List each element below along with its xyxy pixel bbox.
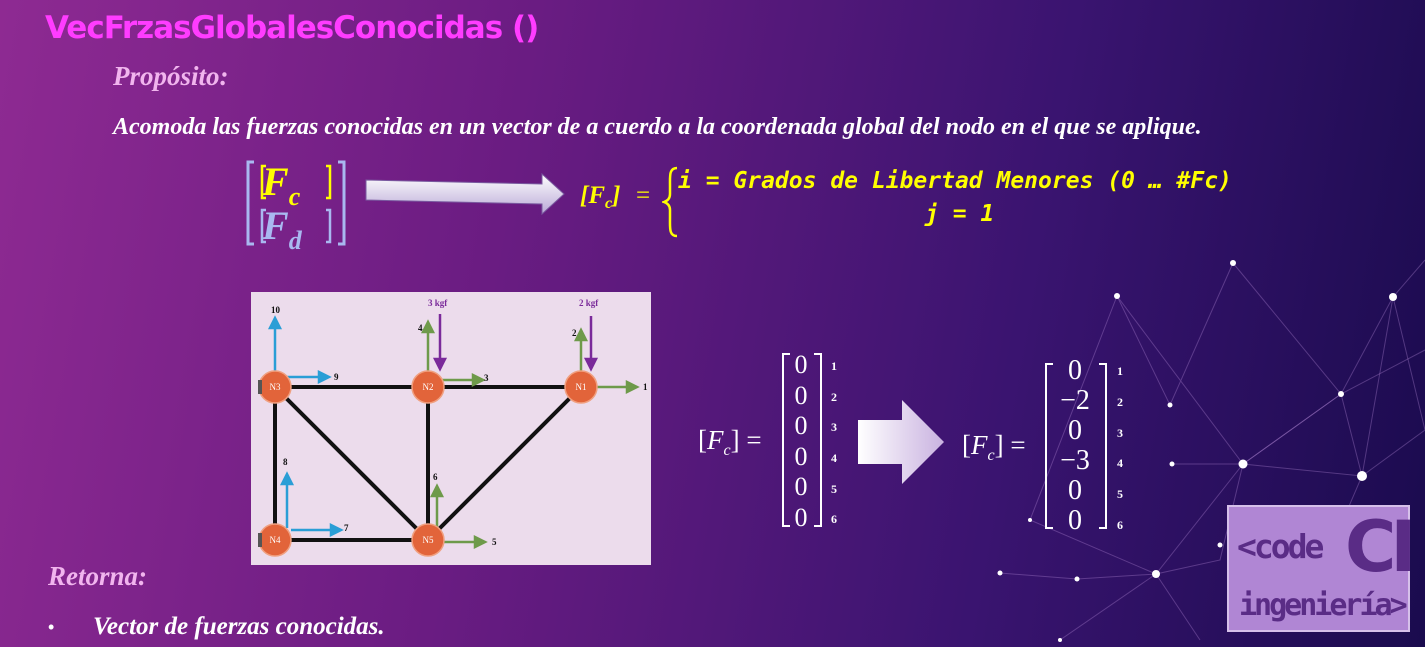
dof-label-3: 3 bbox=[484, 373, 489, 383]
vector-after-index: 1 bbox=[1117, 364, 1123, 378]
vector-after-value: 0 bbox=[1068, 505, 1082, 536]
vector-before-index: 6 bbox=[831, 512, 837, 526]
dof-label-4: 4 bbox=[418, 323, 423, 333]
dof-label-8: 8 bbox=[283, 457, 288, 467]
returns-label: Retorna: bbox=[48, 561, 148, 591]
supports bbox=[258, 380, 262, 547]
vector-before-value: 0 bbox=[794, 442, 808, 471]
vector-after-index: 6 bbox=[1117, 518, 1123, 532]
dof-label-5: 5 bbox=[492, 537, 497, 547]
vector-before-index: 4 bbox=[831, 451, 837, 465]
dof-label-6: 6 bbox=[433, 472, 438, 482]
vector-after-index: 4 bbox=[1117, 456, 1123, 470]
vector-after-index: 3 bbox=[1117, 426, 1123, 440]
logo-text-code: <code bbox=[1237, 527, 1322, 566]
load-label-n1: 2 kgf bbox=[579, 298, 599, 308]
node-label-n2: N2 bbox=[422, 382, 434, 392]
equation-lhs: $[F_c]$ bbox=[580, 182, 621, 212]
vector-after-index: 2 bbox=[1117, 395, 1123, 409]
logo-text-ci: CI bbox=[1345, 506, 1411, 588]
vector-after-index: 5 bbox=[1117, 487, 1123, 501]
page-title: VecFrzasGlobalesConocidas () bbox=[45, 10, 539, 46]
logo-text-ingenieria: ingeniería> bbox=[1239, 588, 1405, 623]
load-arrows bbox=[435, 314, 596, 369]
vector-after-value: −3 bbox=[1060, 445, 1090, 476]
dof-blue-arrows bbox=[270, 318, 341, 535]
vector-after-label: $[F_c]$ = bbox=[962, 430, 1026, 464]
purpose-text: Acomoda las fuerzas conocidas en un vector de a cuerdo a la coordenada global del nodo en el que se aplique. bbox=[113, 114, 1202, 140]
node-label-n3: N3 bbox=[269, 382, 281, 392]
equation-equals: = bbox=[636, 182, 651, 209]
vector-before-index: 5 bbox=[831, 482, 837, 496]
vector-after-value: 0 bbox=[1068, 475, 1082, 506]
transform-arrow-icon bbox=[856, 398, 946, 486]
dof-label-10: 10 bbox=[271, 305, 280, 315]
returns-item: Vector de fuerzas conocidas. bbox=[93, 613, 385, 640]
dof-label-1: 1 bbox=[643, 382, 648, 392]
node-label-n5: N5 bbox=[422, 535, 434, 545]
vector-before-label: $[F_c]$ = bbox=[698, 425, 762, 459]
purpose-label: Propósito: bbox=[113, 61, 229, 91]
truss-members bbox=[275, 387, 581, 540]
bullet-icon: • bbox=[48, 617, 55, 637]
vector-before-value: 0 bbox=[794, 411, 808, 440]
vector-before-value: 0 bbox=[794, 381, 808, 410]
vector-before-index: 2 bbox=[831, 390, 837, 404]
vector-before-value: 0 bbox=[794, 472, 808, 501]
vector-before-index: 3 bbox=[831, 420, 837, 434]
partition-fc: $F_c$ bbox=[262, 159, 301, 211]
vector-before-value: 0 bbox=[794, 503, 808, 532]
truss-diagram bbox=[251, 292, 651, 565]
equation-line-i: i = Grados de Libertad Menores (0 … #Fc) bbox=[678, 168, 1232, 194]
truss-svg bbox=[251, 292, 651, 565]
load-label-n2: 3 kgf bbox=[428, 298, 448, 308]
node-label-n1: N1 bbox=[575, 382, 587, 392]
vector-before-value: 0 bbox=[794, 350, 808, 379]
vector-after-value: 0 bbox=[1068, 415, 1082, 446]
vector-before-index: 1 bbox=[831, 359, 837, 373]
equation-line-j: j = 1 bbox=[925, 201, 995, 227]
vector-after-value: −2 bbox=[1060, 385, 1090, 416]
partition-fd: $F_d$ bbox=[262, 203, 302, 255]
right-arrow-icon bbox=[364, 172, 566, 216]
dof-label-9: 9 bbox=[334, 372, 339, 382]
dof-label-7: 7 bbox=[344, 523, 349, 533]
node-label-n4: N4 bbox=[269, 535, 281, 545]
vector-after-value: 0 bbox=[1068, 355, 1082, 386]
dof-label-2: 2 bbox=[572, 328, 577, 338]
